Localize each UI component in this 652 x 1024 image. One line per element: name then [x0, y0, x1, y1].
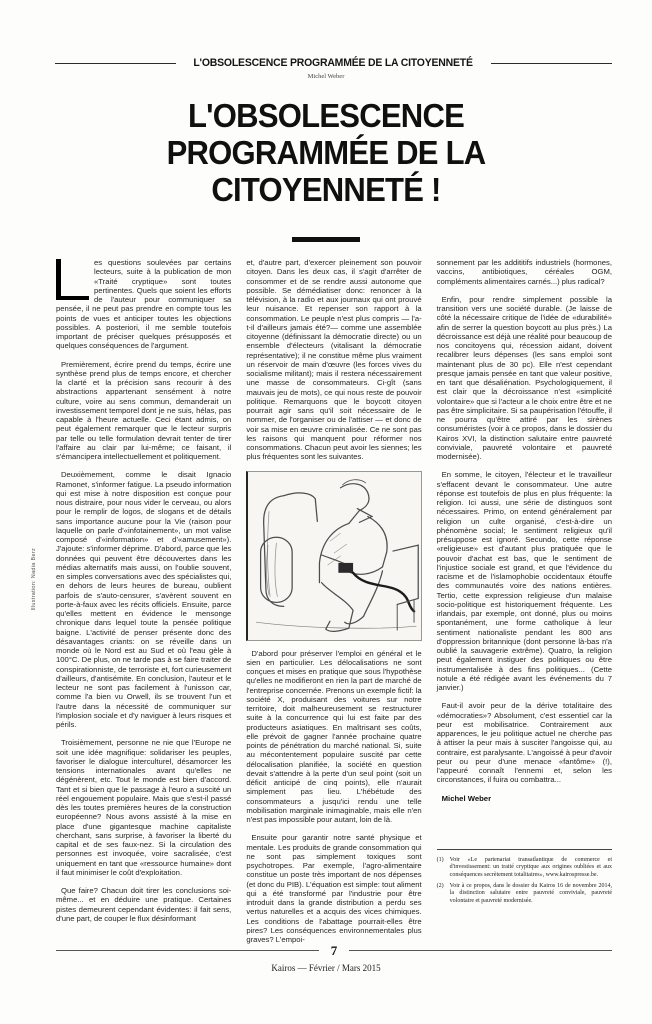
footnote-1	[437, 857, 612, 880]
paragraph: Enfin, pour rendre simplement possible la transition vers une société durable. (Je laisse de côté la nécessaire critique de l'idée de «durabilité» afin de serrer la question boycott au plus près.) La décroissance est déjà une réalité pour beaucoup de nos concitoyens qui, récession aidant, doivent recalibrer leurs dépenses (les sans emploi sont maintenant plus de 30 pc). Elle n'est cependant presque jamais pensée en tant que valeur positive, en tant que désaliénation. Psychologiquement, il est clair que la décroissance n'est «simplicité volontaire» que si l'acteur a le choix entre être et ne pas être simplicitaire. Si sa paupérisation l'étouffe, il ne pourra qu'être attiré par les sirènes consuméristes (voir à ce propos, dans le dossier du Kairos XVI, la distinction salutaire entre pauvreté conviviale, pauvreté volontaire et pauvreté modernisée).	[436, 294, 612, 461]
column-1	[56, 258, 231, 953]
paragraph-lead	[56, 258, 231, 351]
paragraph: Troisièmement, personne ne nie que l'Europe ne soit une idée magnifique: solidariser les peuples, favoriser le dialogue interculturel, désamorcer les tensions internationales avant qu'elles ne dégénèrent, etc. Tout le monde est bien d'accord. Tant et si bien que le passage à l'euro a suscité un réel engouement populaire. Mais que s'est-il passé dès les toutes premières heures de la construction européenne? Nous avons assisté à la mise en place d'une gigantesque machine capitaliste cherchant, sans surprise, à favoriser la liberté du capital et de ses faux-nez. Si la circulation des personnes est invoquée, voire sacralisée, c'est uniquement en tant que «ressource humaine» dont il faut minimiser le coût d'exploitation.	[56, 738, 232, 877]
drop-cap	[56, 259, 89, 300]
paragraph: Que faire? Chacun doit tirer les conclusions soi-même... et en déduire une pratique. Certaines pistes demeurent cependant évidentes: il fait sens, d'une part, de couper le flux désinformant	[56, 886, 232, 923]
paragraph: En somme, le citoyen, l'électeur et le travailleur s'effacent devant le consommateur. Une autre réponse est toutefois de plus en plus fréquente: la religion. Ici aussi, une série de distinguos sont nécessaires. Primo, on entend généralement par religion un culte organisé, c'est-à-dire un phénomène social; le sentiment religieux qu'il présuppose est ignoré. Secundo, cette réponse «religieuse» est d'autant plus pratiquée que le pouvoir d'achat est bas, que le sentiment de l'injustice sociale est grand, et que l'évidence du racisme et de l'islamophobie occidentaux étouffe des communautés voire des nations entières. Tertio, cette expression religieuse d'un malaise socio-politique est historiquement fréquente. Les irlandais, par exemple, ont donné, plus ou moins spontanément, une forme catholique à leur sentiment nationaliste pendant les 800 ans d'oppression britannique (dont personne là-bas n'a oublié la sauvagerie extrême). Quatro, la religion peut également instiguer des politiques ou être instrumentalisée à des fins politiques... (Cette notule a été rédigée avant les événements du 7 janvier.)	[436, 470, 612, 692]
title-line-3: CITOYENNETÉ !	[211, 171, 441, 208]
journal-issue-line: Kairos — Février / Mars 2015	[271, 963, 381, 973]
footnote-1-number: (1)	[436, 856, 444, 863]
paragraph: Premièrement, écrire prend du temps, écrire une synthèse prend plus de temps encore, et chercher la clarté et la précision sans recourir à des abstractions appartenant sensément à notre culture, voire au sens commun, demanderait un investissement temporel dont je ne suis, hélas, pas capable à l'heure actuelle. Ceci étant admis, on peut également remarquer que le lecteur surpris par telle ou telle formulation devrait tenter de tirer l'affaire au clair par lui-même; ce faisant, il s'émancipera intellectuellement et politiquement.	[56, 359, 232, 461]
article-body	[56, 258, 612, 953]
header-rule-right	[491, 63, 612, 64]
title-underline-bar	[292, 237, 360, 242]
header-rule-left	[55, 63, 176, 64]
paragraph: Ensuite pour garantir notre santé physique et mentale. Les produits de grande consommation qui ne sont pas simplement toxiques sont psychotropes. Par exemple, l'agro-alimentaire constitue un poste très important de nos dépenses (et donc du PIB). L'équation est simple: tout aliment qui a été transformé par l'industrie pour être introduit dans la grande distribution a perdu ses vertus naturelles et a acquis des vices chimiques. Les conditions de l'abattage pourrait-elles être pires? Les conséquences environnementales plus graves? L'empoi-	[246, 833, 422, 944]
page-footer	[56, 944, 612, 957]
footnote-2-number: (2)	[436, 882, 444, 889]
footnote-1-text: Voir «Le partenariat transatlantique de commerce et d'investissement: un traité cryptique aux origines oubliées et aux conséquences secrètement totalitaires», www.kairospresse.be.	[449, 856, 612, 878]
column-3	[437, 258, 612, 953]
paragraph: Faut-il avoir peur de la dérive totalitaire des «démocraties»? Absolument, c'est essentiel car la peur est mobilisatrice. Contrairement aux apparences, le jeu politique actuel ne cherche pas à attiser la peur mais à susciter l'angoisse qui, au contraire, est paralysante. L'angoissé à peur d'avoir peur ou peur d'une menace «fantôme» (!), l'appeuré connaît l'ennemi et, selon les circonstances, il fuira ou combattra...	[436, 701, 612, 785]
page-number: 7	[330, 943, 338, 958]
title-line-2: PROGRAMMÉE DE LA	[166, 134, 486, 171]
byline: Michel Weber	[307, 73, 345, 80]
paragraph: D'abord pour préserver l'emploi en général et le sien en particulier. Les délocalisations ne sont conçues et mises en pratique que sous l'hypothèse qu'elles ne modifieront en rien la part de marché de l'entreprise concernée. Prenons un exemple fictif: la société X, produisant des voitures sur notre territoire, doit malheureusement se restructurer suite à la concurrence qui lui est faite par des producteurs asiatiques. En maîtrisant ses coûts, elle prévoit de gagner l'année prochaine quatre points de pénétration du marché national. Si, suite au mécontentement populaire suscité par cette délocalisation planifiée, la société en question devait s'attendre à la perte d'un seul point (soit un déficit anticipé de cinq points), elle n'aurait simplement pas lieu. L'hébétude des consommateurs a jusqu'ici rendu une telle mobilisation marginale inimaginable, mais elle n'en n'est pas impossible pour autant, loin de là.	[246, 648, 422, 824]
paragraph: et, d'autre part, d'exercer pleinement son pouvoir citoyen. Dans les deux cas, il s'agit d'arrêter de consommer et de se rendre aussi autonome que possible. Se démédiatiser donc: renoncer à la télévision, à la radio et aux journaux qui ont prouvé leur nuisance. Et repenser son rapport à la consommation. Le peuple n'est plus compris — l'a-t-il d'ailleurs jamais été?— comme une assemblée citoyenne (définissant la démocratie directe) ou un ensemble d'électeurs (vitalisant la démocratie représentative); il ne constitue même plus vraiment un réservoir de main d'œuvre (les forces vives du socialisme militant); mais il restera nécessairement une masse de consommateurs. Ci-gît (sans mauvais jeu de mots), ce qui nous reste de pouvoir politique. Remarquons que le boycott citoyen pourrait agir sans qu'il soit nécessaire de le nommer, de l'organiser ou de l'attiser — et donc de voir sa mise en œuvre criminalisée. Ce ne sont pas les raisons qui manquent pour réformer nos consommations. Chacun peut avoir les siennes; les plus fréquentes sont les suivantes.	[246, 258, 422, 462]
article-kicker: L'OBSOLESCENCE PROGRAMMÉE DE LA CITOYENNETÉ	[193, 57, 474, 69]
paragraph: Deuxièmement, comme le disait Ignacio Ramonet, s'informer fatigue. La pseudo information qui est mise à notre disposition est conçue pour nous distraire, pour nous vider le cerveau, ou alors pour le remplir de logos, de slogans et de détails sans importance aucune pour la Vie (raison pour laquelle on parle d'«infotainement», un mot valise composé d'«information» et d'«amusement»). J'ajoute: s'informer déprime. D'abord, parce que les données qui peuvent être découvertes dans les médias alternatifs mais aussi, on l'oublie souvent, en simples conversations avec des spécialistes qui, en dehors de leurs heures de bureau, oublient parfois de s'auto-censurer, s'avèrent souvent en porte-à-faux avec les récits officiels. Ensuite, parce qu'elles mettent en évidence le mensonge chronique dans lequel toute la pensée politique baigne. L'activité de penser présente donc des désavantages criants: on se réveille dans un monde où le Nord est au Sud et où l'eau gèle à 100°C. De plus, on ne tarde pas à se faire traiter de conspirationniste, de terroriste et, fort curieusement d'ailleurs, d'antisémite. En conclusion, l'auteur et le lecteur ne sont pas facilement à l'unisson car, comme l'a bien vu Orwell, ils se trouvent l'un et l'autre dans la nécessité de communiquer sur l'implosion sociale et d'y naviguer à leurs risques et périls.	[56, 470, 232, 729]
page-header	[55, 57, 612, 69]
paragraph: sonnement par les addititifs industriels (hormones, vaccins, antibiotiques, céréales OGM, compléments alimentaires carnés...) plus radical?	[436, 258, 612, 286]
man-in-armchair-sketch	[246, 471, 421, 641]
author-signature: Michel Weber	[441, 793, 492, 803]
column-2	[246, 258, 421, 953]
armchair-illustration	[246, 471, 421, 641]
footnote-divider	[437, 849, 612, 850]
article-title	[20, 97, 633, 208]
footer-rule-left	[56, 950, 319, 951]
footer-rule-right	[349, 950, 612, 951]
title-line-1: L'OBSOLESCENCE	[187, 97, 465, 134]
footnote-2	[437, 883, 612, 906]
illustration-credit: Illustration: Nadia Berz	[31, 548, 37, 611]
footnote-2-text: Voir à ce propos, dans le dossier du Kairos 16 de novembre 2014, la distinction salutaire entre pauvreté conviviale, pauvreté volontaire et pauvreté modernisée.	[449, 882, 612, 905]
paragraph-text: es questions soulevées par certains lecteurs, suite à la publication de mon «Traité cryptique» sont toutes pertinentes. Quels que soient les efforts de l'auteur pour communiquer sa pensée, il ne peut pas prendre en compte tous les points de vues et anticiper toutes les objections possibles. A posteriori, il me semble toutefois important de préciser quelques présupposés et quelques conséquences de l'argument.	[56, 258, 232, 351]
footnotes-list	[437, 857, 612, 906]
